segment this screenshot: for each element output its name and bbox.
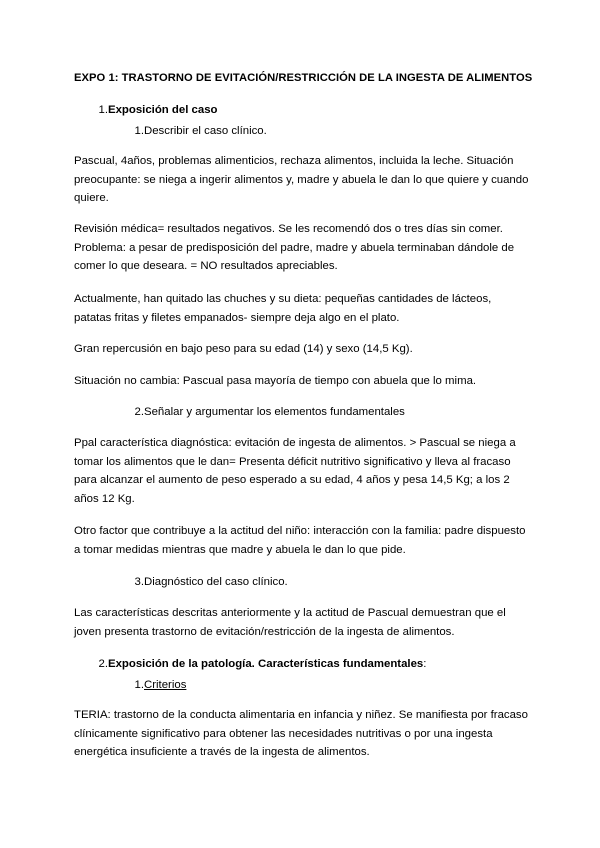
section-2-title: Exposición de la patología. Características fundamentales bbox=[108, 658, 424, 670]
subsection-1-2-number: 2. bbox=[134, 406, 144, 418]
section-2-title-suffix: : bbox=[423, 658, 427, 670]
paragraph: Otro factor que contribuye a la actitud del niño: interacción con la familia: padre dispuesto a tomar medidas mientras que madre y abuela le dan lo que pide. bbox=[74, 525, 526, 556]
section-1-number: 1. bbox=[98, 104, 108, 116]
subsection-1-1-number: 1. bbox=[134, 125, 144, 137]
section-2-number: 2. bbox=[98, 658, 108, 670]
paragraph: Actualmente, han quitado las chuches y su dieta: pequeñas cantidades de lácteos, patatas fritas y filetes empanados- siempre deja algo en el plato. bbox=[74, 293, 492, 324]
paragraph: Revisión médica= resultados negativos. Se les recomendó dos o tres días sin comer. Problema: a pesar de predisposición del padre, madre y abuela terminaban dándole de comer lo que deseara. = NO resultados apreciables. bbox=[74, 223, 515, 273]
document-title: EXPO 1: TRASTORNO DE EVITACIÓN/RESTRICCIÓN DE LA INGESTA DE ALIMENTOS bbox=[74, 72, 533, 84]
paragraph: Ppal característica diagnóstica: evitación de ingesta de alimentos. > Pascual se niega a tomar los alimentos que le dan= Presenta déficit nutritivo significativo y lleva al fracaso para alcanzar el aumento de peso esperado a su edad, 4 años y pesa 14,5 Kg; a los 2 años 12 Kg. bbox=[74, 437, 516, 505]
subsection-1-1-label: Describir el caso clínico. bbox=[144, 125, 267, 137]
subsection-1-3-number: 3. bbox=[134, 576, 144, 588]
subsection-1-2-label: Señalar y argumentar los elementos fundamentales bbox=[144, 406, 405, 418]
section-1-title: Exposición del caso bbox=[108, 104, 218, 116]
paragraph: Pascual, 4años, problemas alimenticios, rechaza alimentos, incluida la leche. Situación preocupante: se niega a ingerir alimentos y, madre y abuela le dan lo que quiere y cuando quiere. bbox=[74, 155, 529, 205]
paragraph: Gran repercusión en bajo peso para su edad (14) y sexo (14,5 Kg). bbox=[74, 343, 413, 355]
paragraph: Situación no cambia: Pascual pasa mayoría de tiempo con abuela que lo mima. bbox=[74, 375, 477, 387]
subsection-1-3-label: Diagnóstico del caso clínico. bbox=[144, 576, 288, 588]
paragraph: TERIA: trastorno de la conducta alimentaria en infancia y niñez. Se manifiesta por fracaso clínicamente significativo para obtener las necesidades nutritivas o por una ingesta energética insuficiente a través de la ingesta de alimentos. bbox=[74, 709, 528, 759]
subsection-2-1-number: 1. bbox=[134, 679, 144, 691]
subsection-2-1-label: Criterios bbox=[144, 679, 187, 691]
paragraph: Las características descritas anteriormente y la actitud de Pascual demuestran que el joven presenta trastorno de evitación/restricción de la ingesta de alimentos. bbox=[74, 607, 506, 638]
section-2-title-wrap bbox=[108, 655, 426, 674]
